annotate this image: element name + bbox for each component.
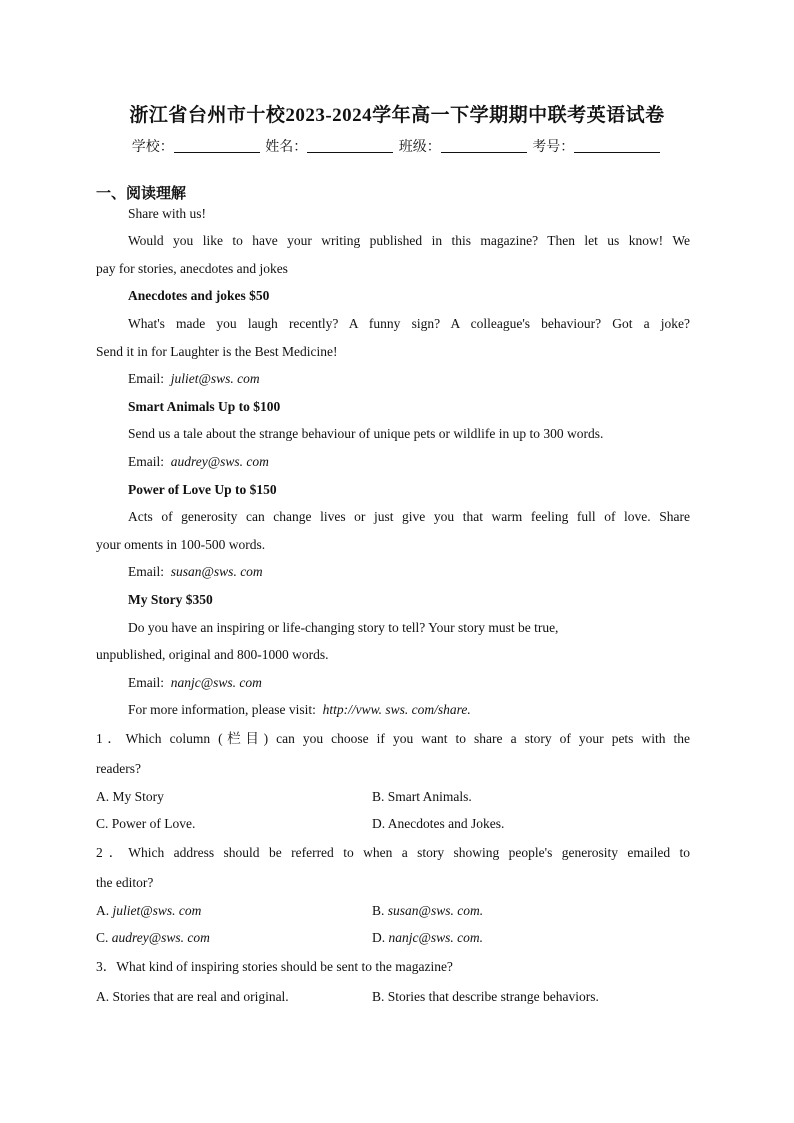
website-url: http://vww. sws. com/share. <box>322 702 471 717</box>
question-1-option-a[interactable]: A. My Story <box>96 789 164 804</box>
passage-paragraph-5a: Do you have an inspiring or life-changing story to tell? Your story must be true, <box>128 620 559 635</box>
option-text: susan@sws. com. <box>387 903 484 918</box>
passage-paragraph-2b: Send it in for Laughter is the Best Medicine! <box>96 344 338 359</box>
school-label: 学校： <box>131 140 174 155</box>
name-blank[interactable] <box>307 138 393 153</box>
option-text: nanjc@sws. com. <box>388 930 484 945</box>
email-audrey: audrey@sws. com <box>170 454 269 469</box>
email-label: Email: <box>128 371 164 386</box>
option-text: juliet@sws. com <box>112 903 202 918</box>
email-nanjc: nanjc@sws. com <box>170 675 262 690</box>
option-letter: C. <box>96 930 109 945</box>
question-3-option-b[interactable]: B. Stories that describe strange behaviors. <box>372 989 599 1004</box>
question-2-stem-a: 2．Which address should be referred to when a story showing people's generosity emailed to <box>96 845 690 860</box>
section-heading: 一、阅读理解 <box>96 186 187 202</box>
school-blank[interactable] <box>174 138 260 153</box>
passage-paragraph-3: Send us a tale about the strange behaviour of unique pets or wildlife in up to 300 words. <box>128 426 604 441</box>
email-susan: susan@sws. com <box>170 564 263 579</box>
more-info-line <box>128 701 471 719</box>
question-3-stem: 3．What kind of inspiring stories should be sent to the magazine? <box>96 959 453 974</box>
question-2-option-c[interactable] <box>96 929 210 947</box>
question-1-stem-a: 1．Which column (栏目) can you choose if you want to share a story of your pets with the <box>96 731 690 746</box>
passage-paragraph-1b: pay for stories, anecdotes and jokes <box>96 261 288 276</box>
email-line-2 <box>128 453 269 471</box>
question-1-option-b[interactable]: B. Smart Animals. <box>372 789 472 804</box>
email-line-4 <box>128 674 262 692</box>
passage-intro: Share with us! <box>128 206 206 221</box>
column-heading-my-story: My Story $350 <box>128 592 213 607</box>
question-2-option-d[interactable] <box>372 929 483 947</box>
class-label: 班级： <box>398 140 441 155</box>
exam-number-blank[interactable] <box>574 138 660 153</box>
email-juliet: juliet@sws. com <box>170 371 260 386</box>
passage-paragraph-5b: unpublished, original and 800-1000 words. <box>96 647 329 662</box>
passage-paragraph-1a: Would you like to have your writing published in this magazine? Then let us know! We <box>128 233 690 248</box>
email-line-3 <box>128 563 263 581</box>
passage-paragraph-2a: What's made you laugh recently? A funny sign? A colleague's behaviour? Got a joke? <box>128 316 690 331</box>
question-3-option-a[interactable]: A. Stories that are real and original. <box>96 989 289 1004</box>
exam-number-label: 考号： <box>532 140 575 155</box>
name-label: 姓名： <box>265 140 308 155</box>
question-2-stem-b: the editor? <box>96 875 154 890</box>
more-info-text: For more information, please visit: <box>128 702 316 717</box>
option-letter: D. <box>372 930 386 945</box>
option-letter: A. <box>96 903 110 918</box>
student-info-line <box>0 136 794 156</box>
passage-paragraph-4a: Acts of generosity can change lives or just give you that warm feeling full of love. Share <box>128 509 690 524</box>
column-heading-smart-animals: Smart Animals Up to $100 <box>128 399 281 414</box>
question-1-option-c[interactable]: C. Power of Love. <box>96 816 196 831</box>
email-label: Email: <box>128 564 164 579</box>
column-heading-anecdotes: Anecdotes and jokes $50 <box>128 288 270 303</box>
email-line-1 <box>128 370 260 388</box>
email-label: Email: <box>128 675 164 690</box>
page-title: 浙江省台州市十校2023-2024学年高一下学期期中联考英语试卷 <box>129 105 665 126</box>
column-heading-power-of-love: Power of Love Up to $150 <box>128 482 277 497</box>
email-label: Email: <box>128 454 164 469</box>
option-letter: B. <box>372 903 385 918</box>
question-1-option-d[interactable]: D. Anecdotes and Jokes. <box>372 816 505 831</box>
question-1-stem-b: readers? <box>96 761 141 776</box>
question-2-option-a[interactable] <box>96 902 201 920</box>
class-blank[interactable] <box>441 138 527 153</box>
option-text: audrey@sws. com <box>111 930 210 945</box>
passage-paragraph-4b: your oments in 100-500 words. <box>96 537 266 552</box>
question-2-option-b[interactable] <box>372 902 483 920</box>
